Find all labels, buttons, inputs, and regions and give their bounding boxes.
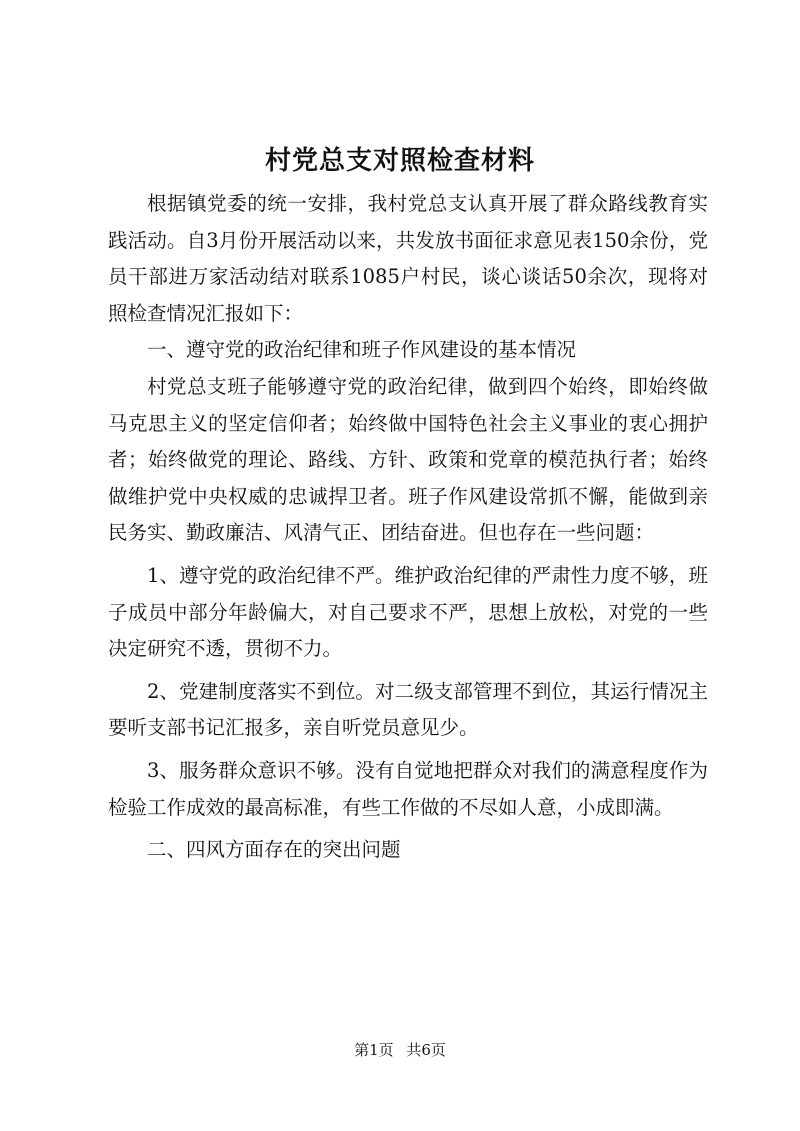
document-title: 村党总支对照检查材料	[264, 146, 535, 176]
section-heading-1: 一、遵守党的政治纪律和班子作风建设的基本情况	[147, 338, 577, 362]
page-number: 第1页	[354, 1041, 394, 1059]
paragraph-issue-2: 2、党建制度落实不到位。对二级支部管理不到位，其运行情况主要听支部书记汇报多，亲自听党员意见少。	[108, 679, 708, 740]
paragraph-issue-1: 1、遵守党的政治纪律不严。维护政治纪律的严肃性力度不够，班子成员中部分年龄偏大，对自己要求不严，思想上放松，对党的一些决定研究不透，贯彻不力。	[108, 563, 708, 661]
section-heading-2: 二、四风方面存在的突出问题	[147, 838, 401, 862]
document-body	[108, 186, 708, 869]
paragraph-intro: 根据镇党委的统一安排，我村党总支认真开展了群众路线教育实践活动。自3月份开展活动以来，共发放书面征求意见表150余份，党员干部进万家活动结对联系1085户村民，谈心谈话50余次，现将对照检查情况汇报如下：	[108, 192, 708, 325]
page-footer	[0, 1040, 800, 1060]
paragraph-issue-3: 3、服务群众意识不够。没有自觉地把群众对我们的满意程度作为检验工作成效的最高标准，有些工作做的不尽如人意，小成即满。	[108, 758, 708, 819]
page-total: 共6页	[406, 1041, 446, 1059]
paragraph-discipline: 村党总支班子能够遵守党的政治纪律，做到四个始终，即始终做马克思主义的坚定信仰者；始终做中国特色社会主义事业的衷心拥护者；始终做党的理论、路线、方针、政策和党章的模范执行者；始终做维护党中央权威的忠诚捍卫者。班子作风建设常抓不懈，能做到亲民务实、勤政廉洁、风清气正、团结奋进。但也存在一些问题：	[108, 374, 708, 545]
